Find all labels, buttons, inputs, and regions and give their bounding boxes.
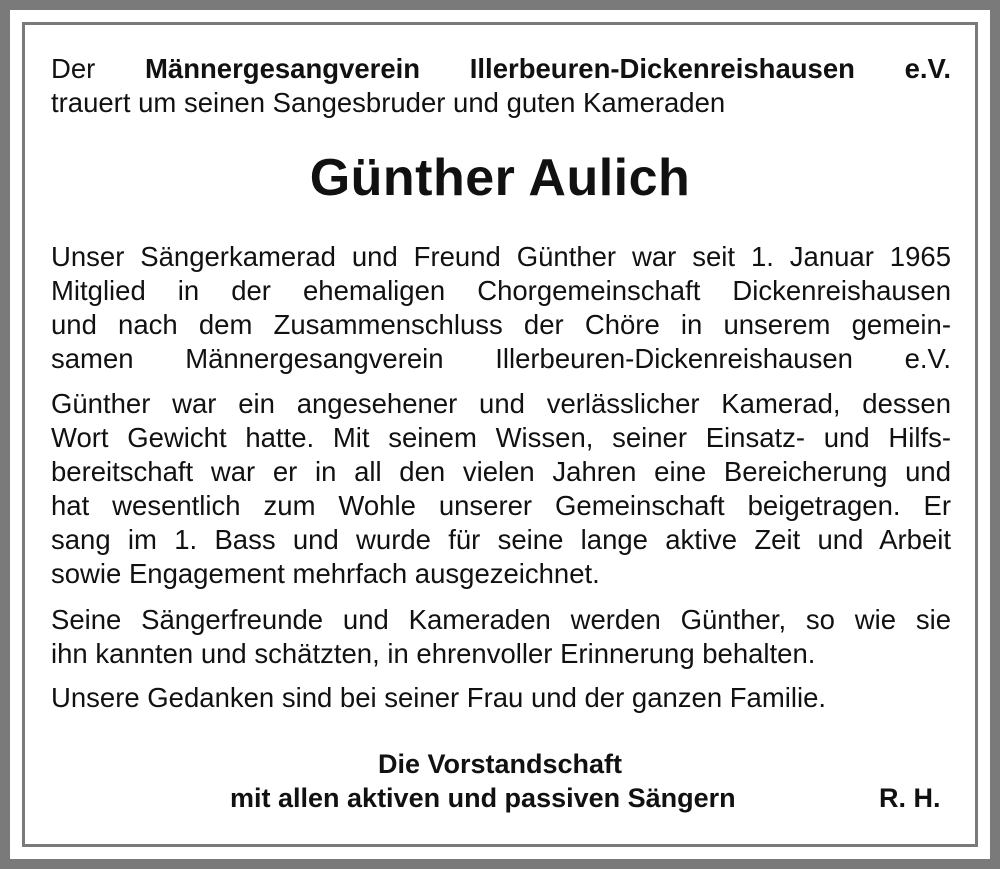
signature-initials: R. H. xyxy=(879,783,941,813)
paragraph-2-line-1: Günther war ein angesehener und verlässlicher Kamerad, dessen xyxy=(51,388,951,419)
header-line-1 xyxy=(51,52,951,86)
paragraph-3-line-1: Seine Sängerfreunde und Kameraden werden Günther, so wie sie xyxy=(51,604,951,635)
header-line-2: trauert um seinen Sangesbruder und guten Kameraden xyxy=(51,87,726,118)
signature-board: Die Vorstandschaft xyxy=(377,749,623,779)
deceased-name: Günther Aulich xyxy=(309,149,691,207)
paragraph-1-line-2: Mitglied in der ehemaligen Chorgemeinschaft Dickenreishausen xyxy=(51,275,951,306)
header-prefix: Der xyxy=(51,53,96,84)
organization-name: Männergesangverein Illerbeuren-Dickenreishausen e.V. xyxy=(145,53,951,84)
signature-singers: mit allen aktiven und passiven Sängern xyxy=(230,783,736,813)
paragraph-2-line-6: sowie Engagement mehrfach ausgezeichnet. xyxy=(51,558,600,589)
paragraph-1-line-4: samen Männergesangverein Illerbeuren-Dickenreishausen e.V. xyxy=(51,343,951,374)
paragraph-4-line-1: Unsere Gedanken sind bei seiner Frau und der ganzen Familie. xyxy=(51,682,827,713)
paragraph-2-line-3: bereitschaft war er in all den vielen Jahren eine Bereicherung und xyxy=(51,456,951,487)
paragraph-1-line-3: und nach dem Zusammenschluss der Chöre in unserem gemein- xyxy=(51,309,951,340)
paragraph-2-line-2: Wort Gewicht hatte. Mit seinem Wissen, seiner Einsatz- und Hilfs- xyxy=(51,422,951,453)
paragraph-1-line-1: Unser Sängerkamerad und Freund Günther war seit 1. Januar 1965 xyxy=(51,241,951,272)
paragraph-2-line-4: hat wesentlich zum Wohle unserer Gemeinschaft beigetragen. Er xyxy=(51,490,951,521)
paragraph-2-line-5: sang im 1. Bass und wurde für seine lange aktive Zeit und Arbeit xyxy=(51,524,951,555)
paragraph-3-line-2: ihn kannten und schätzten, in ehrenvoller Erinnerung behalten. xyxy=(51,638,816,669)
